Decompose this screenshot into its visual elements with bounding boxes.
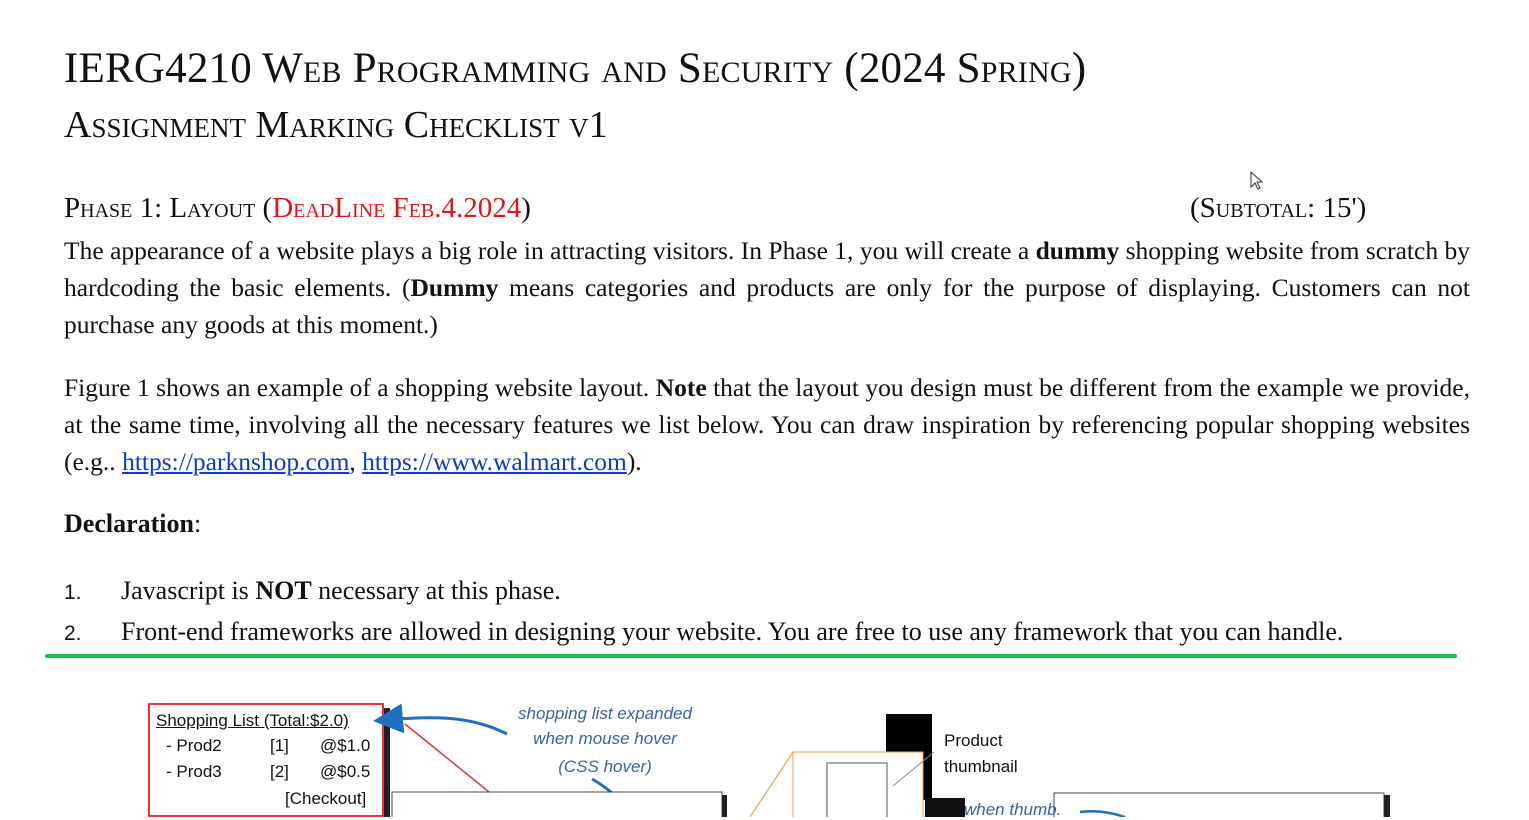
hover-annotation-line-3: (CSS hover) [558,757,652,776]
p2-text-a: Figure 1 shows an example of a shopping website layout. [64,373,656,402]
declaration-label: Declaration [64,509,194,538]
p1-text-a: The appearance of a website plays a big role in attracting visitors. In Phase 1, you will create a [64,236,1036,265]
figure-drawing [0,660,1529,817]
checkout-label: [Checkout] [285,789,367,808]
thumbnail-inner [827,763,887,817]
declaration-heading [64,509,201,539]
subtotal-text: (Subtotal: 15') [1190,192,1367,224]
p2-bold-note: Note [655,373,707,402]
shopping-row-price: @$1.0 [320,736,371,755]
intro-paragraph-1 [64,232,1470,343]
hover-arrow [385,718,507,734]
item-bold-not: NOT [255,576,312,605]
phase-heading [64,192,531,225]
item-text: Javascript is [121,576,256,605]
shopping-row-qty: [2] [270,762,289,781]
phase-label-end: ) [521,192,531,224]
product-panel-shadow [1384,795,1390,817]
walmart-link[interactable]: https://www.walmart.com [362,447,627,476]
hover-annotation-line-1: shopping list expanded [518,704,692,723]
page-frame [392,792,722,817]
product-thumbnail-label-1: Product [944,731,1003,750]
shopping-list-header: Shopping List (Total:$2.0) [156,711,349,730]
intro-paragraph-2 [64,369,1470,480]
product-thumbnail-label-2: thumbnail [944,757,1018,776]
p2-text-c: that the layout you design must be different from the example we provide, at the same time, involving all the necessary features we list below. You can draw inspiration by referencing popular shopping websites (e.g.. [64,373,1470,476]
p1-bold-dummy-2: Dummy [410,273,499,302]
list-number: 2. [64,622,82,645]
p2-text-d: , [349,447,363,476]
p1-text-e: means categories and products are only for the purpose of displaying. Customers can not purchase any goods at this moment.) [64,273,1470,339]
product-panel [1054,793,1384,817]
item-text: Front-end frameworks are allowed in designing your website. You are free to use any framework that you can handle. [121,617,1344,646]
list-number: 1. [64,581,82,604]
declaration-item-1 [64,576,561,606]
shopping-row-name: - Prod3 [166,762,222,781]
thumb-annotation: when thumb. [964,800,1062,819]
p2-text-e: ). [626,447,642,476]
p1-bold-dummy: dummy [1035,236,1120,265]
hover-annotation-line-2: when mouse hover [533,729,677,748]
green-divider [45,654,1457,658]
parknshop-link[interactable]: https://parknshop.com [122,447,350,476]
page-frame-shadow [722,795,727,817]
shopping-row-name: - Prod2 [166,736,222,755]
deadline-text: DeadLine Feb.4.2024 [272,192,522,224]
document-title: IERG4210 Web Programming and Security (2024 Spring) [64,45,1087,92]
shopping-row-price: @$0.5 [320,762,371,781]
declaration-colon: : [193,509,202,538]
item-text-end: necessary at this phase. [311,576,561,605]
declaration-item-2 [64,617,1343,647]
thumbnail-perspective-line [750,752,793,817]
mouse-cursor-icon [1250,171,1264,191]
phase-label: Phase 1: Layout ( [64,192,273,224]
document-subtitle: Assignment Marking Checklist v1 [64,104,608,146]
shopping-row-qty: [1] [270,736,289,755]
product-panel-bar [925,798,965,817]
p1-text-c: shopping website from scratch by hardcoding the basic elements. ( [64,236,1470,302]
